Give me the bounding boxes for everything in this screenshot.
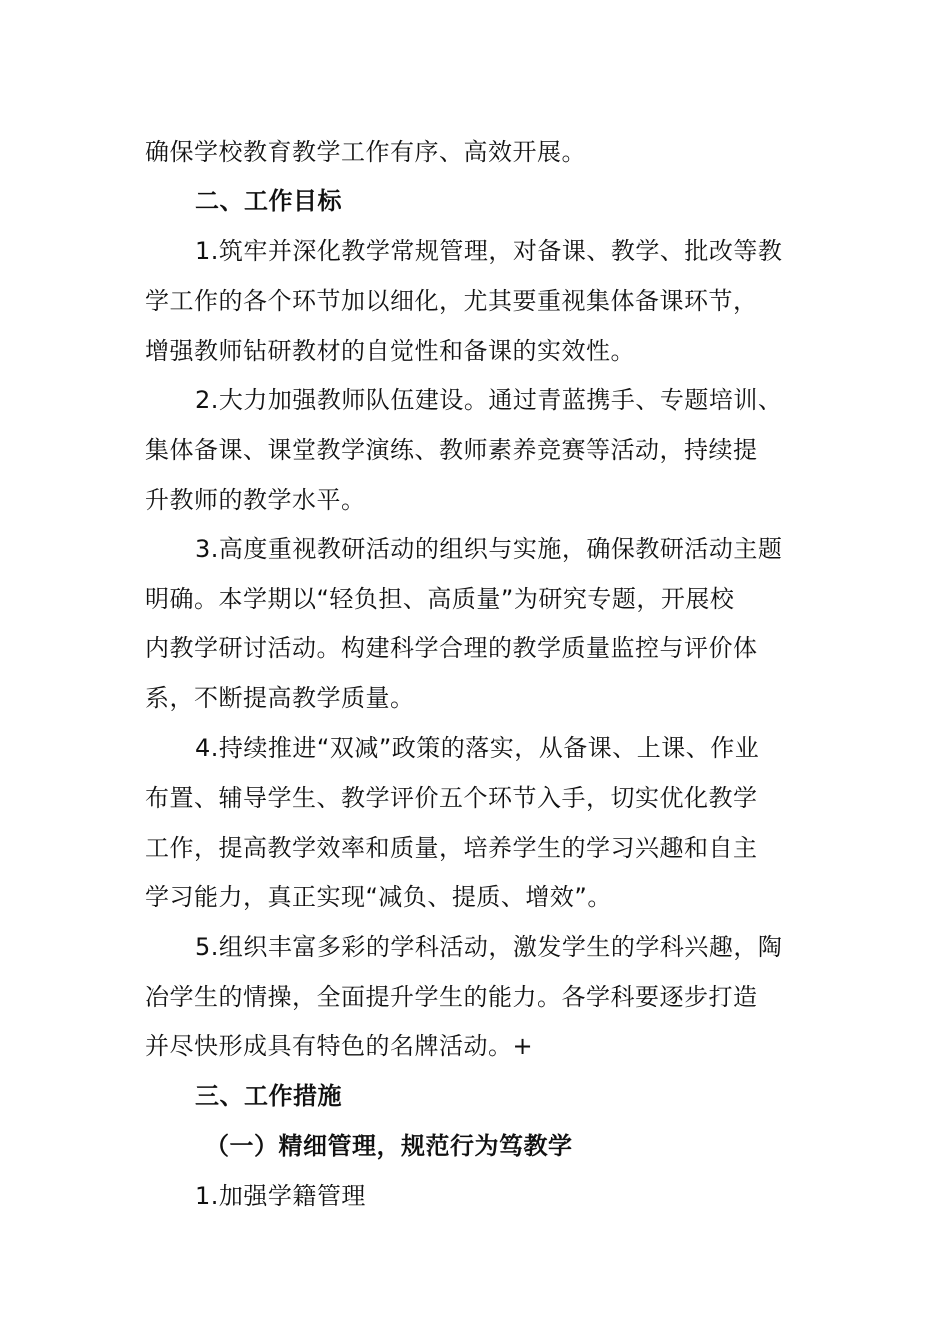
paragraph-line: 增强教师钻研教材的自觉性和备课的实效性。 — [145, 337, 635, 365]
paragraph-line: 明确。本学期以“轻负担、高质量”为研究专题，开展校 — [145, 585, 735, 613]
paragraph-line: 3.高度重视教研活动的组织与实施，确保教研活动主题 — [195, 535, 783, 563]
section-heading-goals: 二、工作目标 — [195, 187, 342, 215]
paragraph-line: 确保学校教育教学工作有序、高效开展。 — [145, 138, 586, 166]
subsection-heading: （一）精细管理，规范行为笃教学 — [205, 1132, 573, 1160]
paragraph-line: 系，不断提高教学质量。 — [145, 684, 415, 712]
section-heading-measures: 三、工作措施 — [195, 1082, 342, 1110]
paragraph-line: 1.筑牢并深化教学常规管理，对备课、教学、批改等教 — [195, 237, 783, 265]
paragraph-line: 学工作的各个环节加以细化，尤其要重视集体备课环节， — [145, 287, 758, 315]
paragraph-line: 升教师的教学水平。 — [145, 486, 366, 514]
paragraph-line: 内教学研讨活动。构建科学合理的教学质量监控与评价体 — [145, 634, 758, 662]
paragraph-line: 4.持续推进“双减”政策的落实，从备课、上课、作业 — [195, 734, 760, 762]
paragraph-line: 集体备课、课堂教学演练、教师素养竞赛等活动，持续提 — [145, 436, 758, 464]
paragraph-line: 学习能力，真正实现“减负、提质、增效”。 — [145, 883, 612, 911]
paragraph-line: 布置、辅导学生、教学评价五个环节入手，切实优化教学 — [145, 784, 758, 812]
item-heading: 1.加强学籍管理 — [195, 1182, 366, 1210]
paragraph-line: 2.大力加强教师队伍建设。通过青蓝携手、专题培训、 — [195, 386, 783, 414]
paragraph-line: 工作，提高教学效率和质量，培养学生的学习兴趣和自主 — [145, 834, 758, 862]
paragraph-line: 5.组织丰富多彩的学科活动，激发学生的学科兴趣，陶 — [195, 933, 783, 961]
paragraph-line: 冶学生的情操，全面提升学生的能力。各学科要逐步打造 — [145, 983, 758, 1011]
paragraph-line: 并尽快形成具有特色的名牌活动。+ — [145, 1032, 534, 1060]
